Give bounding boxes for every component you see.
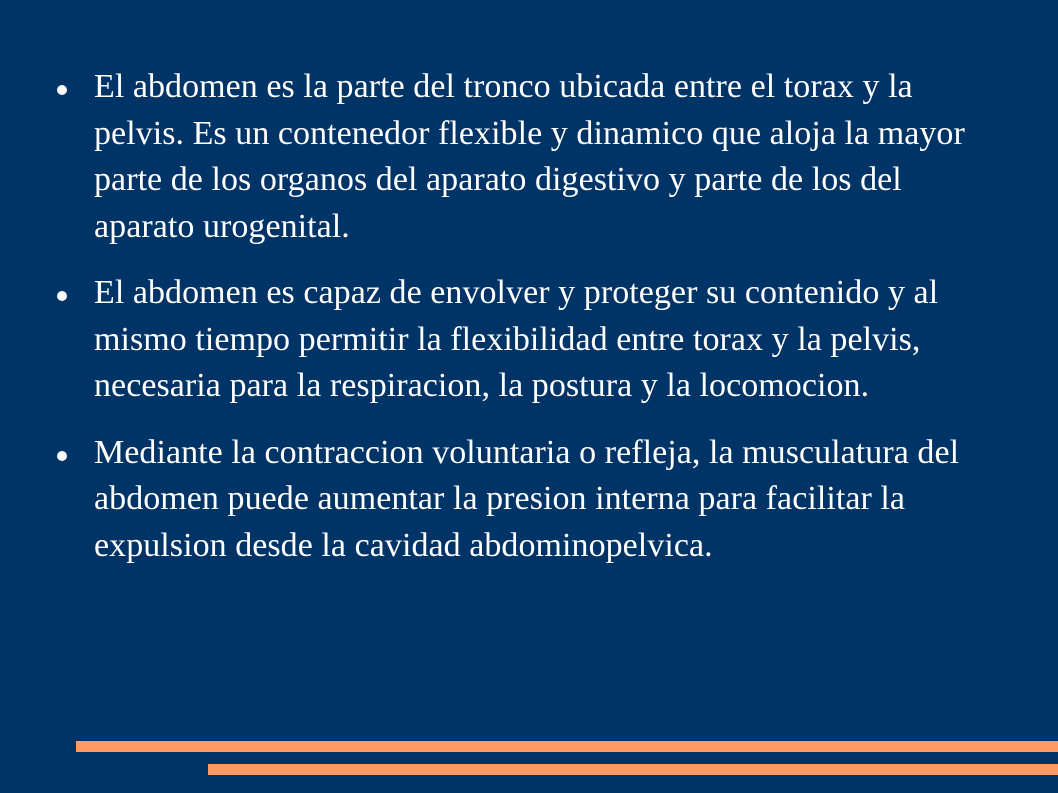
- bullet-text: El abdomen es capaz de envolver y proteger su contenido y al mismo tiempo permitir la flexibilidad entre torax y la pelvis, necesaria para la respiracion, la postura y la locomocion.: [94, 274, 939, 404]
- bullet-text: El abdomen es la parte del tronco ubicada entre el torax y la pelvis. Es un contenedor flexible y dinamico que aloja la mayor parte de los organos del aparato digestivo y parte de los del aparato urogenital.: [94, 68, 965, 245]
- accent-stripe-bottom: [208, 764, 1058, 775]
- accent-stripe-top: [76, 741, 1058, 752]
- bullet-item-2: [56, 270, 996, 410]
- bullet-dot-icon: [57, 291, 67, 301]
- bullet-item-3: [56, 430, 996, 570]
- bullet-dot-icon: [57, 451, 67, 461]
- bullet-text: Mediante la contraccion voluntaria o refleja, la musculatura del abdomen puede aumentar la presion interna para facilitar la expulsion desde la cavidad abdominopelvica.: [94, 433, 960, 564]
- bullet-list: [56, 64, 996, 589]
- bullet-dot-icon: [57, 85, 67, 95]
- bullet-item-1: [56, 64, 996, 250]
